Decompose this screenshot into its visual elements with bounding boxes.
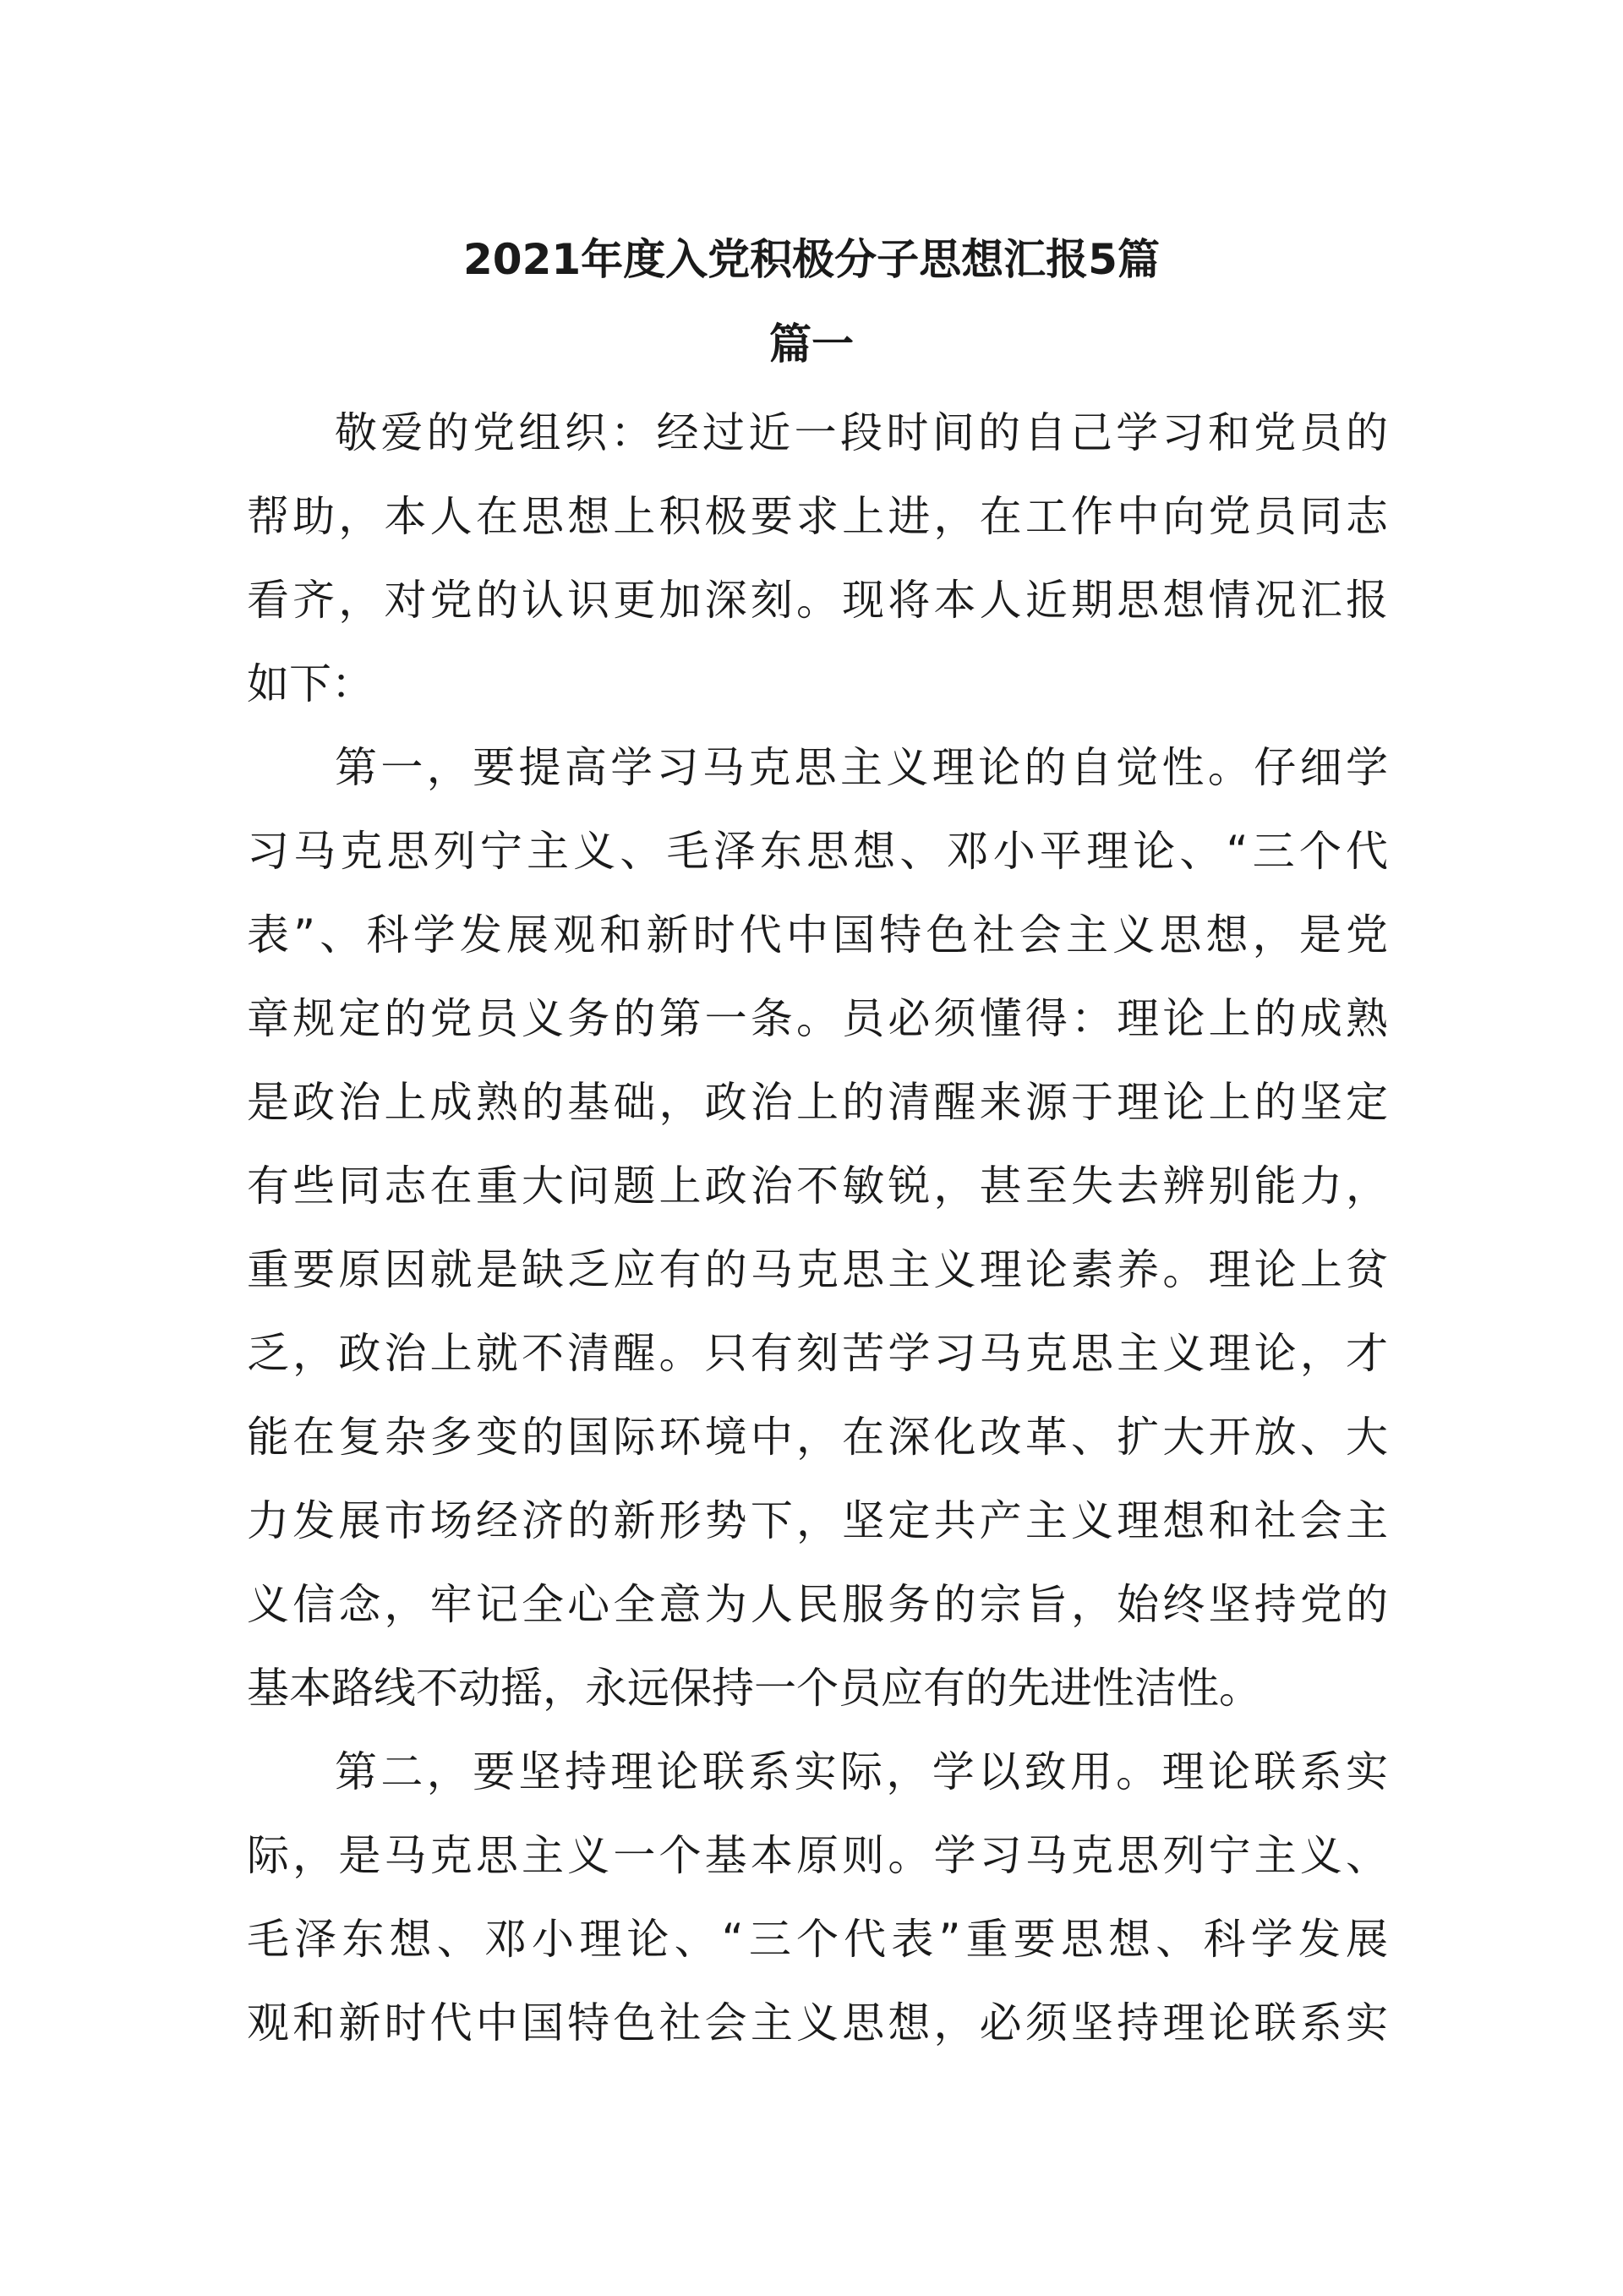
text-line: 观和新时代中国特色社会主义思想，必须坚持理论联系实 bbox=[247, 1998, 1388, 2047]
text-line: 毛泽东想、邓小理论、“三个代表”重要思想、科学发展 bbox=[247, 1915, 1388, 1964]
text-line: 乏，政治上就不清醒。只有刻苦学习马克思主义理论，才 bbox=[247, 1329, 1388, 1378]
text-line: 能在复杂多变的国际环境中，在深化改革、扩大开放、大 bbox=[247, 1413, 1388, 1462]
text-line: 帮助，本人在思想上积极要求上进，在工作中向党员同志 bbox=[247, 492, 1388, 541]
text-line: 如下： bbox=[247, 659, 374, 708]
section-heading: 篇一 bbox=[769, 320, 854, 369]
text-line: 力发展市场经济的新形势下，坚定共产主义理想和社会主 bbox=[247, 1496, 1388, 1545]
body-text bbox=[247, 391, 1388, 2065]
text-line: 章规定的党员义务的第一条。员必须懂得：理论上的成熟 bbox=[247, 994, 1388, 1043]
text-line: 重要原因就是缺乏应有的马克思主义理论素养。理论上贫 bbox=[247, 1245, 1388, 1294]
text-line: 看齐，对党的认识更加深刻。现将本人近期思想情况汇报 bbox=[247, 576, 1388, 625]
text-line: 义信念，牢记全心全意为人民服务的宗旨，始终坚持党的 bbox=[247, 1580, 1388, 1629]
text-line: 基本路线不动摇，永远保持一个员应有的先进性洁性。 bbox=[247, 1664, 1261, 1713]
text-line: 是政治上成熟的基础，政治上的清醒来源于理论上的坚定 bbox=[247, 1078, 1388, 1127]
text-line: 敬爱的党组织：经过近一段时间的自己学习和党员的 bbox=[335, 408, 1388, 457]
text-line: 第一，要提高学习马克思主义理论的自觉性。仔细学 bbox=[335, 743, 1388, 792]
document-title: 2021年度入党积极分子思想汇报5篇 bbox=[463, 235, 1160, 284]
text-line: 第二，要坚持理论联系实际，学以致用。理论联系实 bbox=[335, 1747, 1388, 1796]
text-line: 有些同志在重大问题上政治不敏锐，甚至失去辨别能力， bbox=[247, 1162, 1388, 1211]
text-line: 表”、科学发展观和新时代中国特色社会主义思想，是党 bbox=[247, 910, 1388, 959]
text-line: 习马克思列宁主义、毛泽东思想、邓小平理论、“三个代 bbox=[247, 827, 1388, 876]
text-line: 际，是马克思主义一个基本原则。学习马克思列宁主义、 bbox=[247, 1831, 1388, 1880]
